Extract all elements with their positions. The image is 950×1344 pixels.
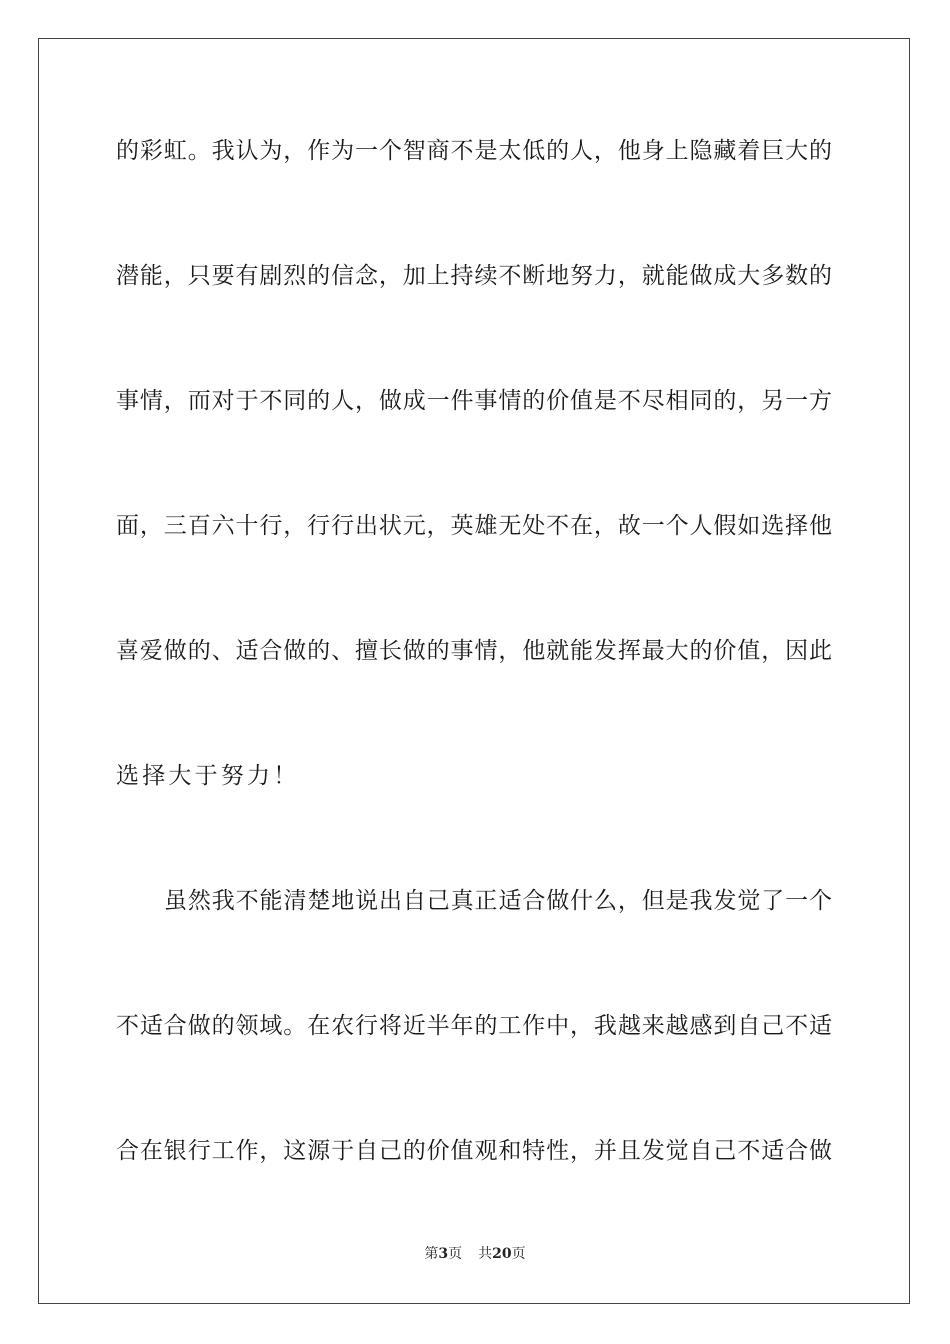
body-text-line: 不适合做的领域。在农行将近半年的工作中，我越来越感到自己不适: [116, 1013, 832, 1039]
total-suffix: 页: [511, 1246, 526, 1262]
paragraph-first-line: 虽然我不能清楚地说出自己真正适合做什么，但是我发觉了一个: [164, 888, 832, 914]
body-text-line: 潜能，只要有剧烈的信念，加上持续不断地努力，就能做成大多数的: [116, 263, 832, 289]
total-prefix: 共: [478, 1246, 493, 1262]
page-suffix: 页: [448, 1246, 463, 1262]
body-text-line: 选择大于努力！: [116, 763, 300, 789]
body-text-line: 喜爱做的、适合做的、擅长做的事情，他就能发挥最大的价值，因此: [116, 638, 832, 664]
page-footer: [0, 1245, 950, 1263]
page-border: [38, 38, 910, 1304]
current-page-number: 3: [438, 1246, 449, 1262]
body-text-line: 合在银行工作，这源于自己的价值观和特性，并且发觉自己不适合做: [116, 1138, 832, 1164]
body-text-line: 的彩虹。我认为，作为一个智商不是太低的人，他身上隐藏着巨大的: [116, 138, 832, 164]
body-text-line: 面，三百六十行，行行出状元，英雄无处不在，故一个人假如选择他: [116, 513, 832, 539]
total-page-count: 20: [492, 1246, 512, 1262]
page-prefix: 第: [424, 1246, 439, 1262]
body-text-line: 事情，而对于不同的人，做成一件事情的价值是不尽相同的，另一方: [116, 388, 832, 414]
